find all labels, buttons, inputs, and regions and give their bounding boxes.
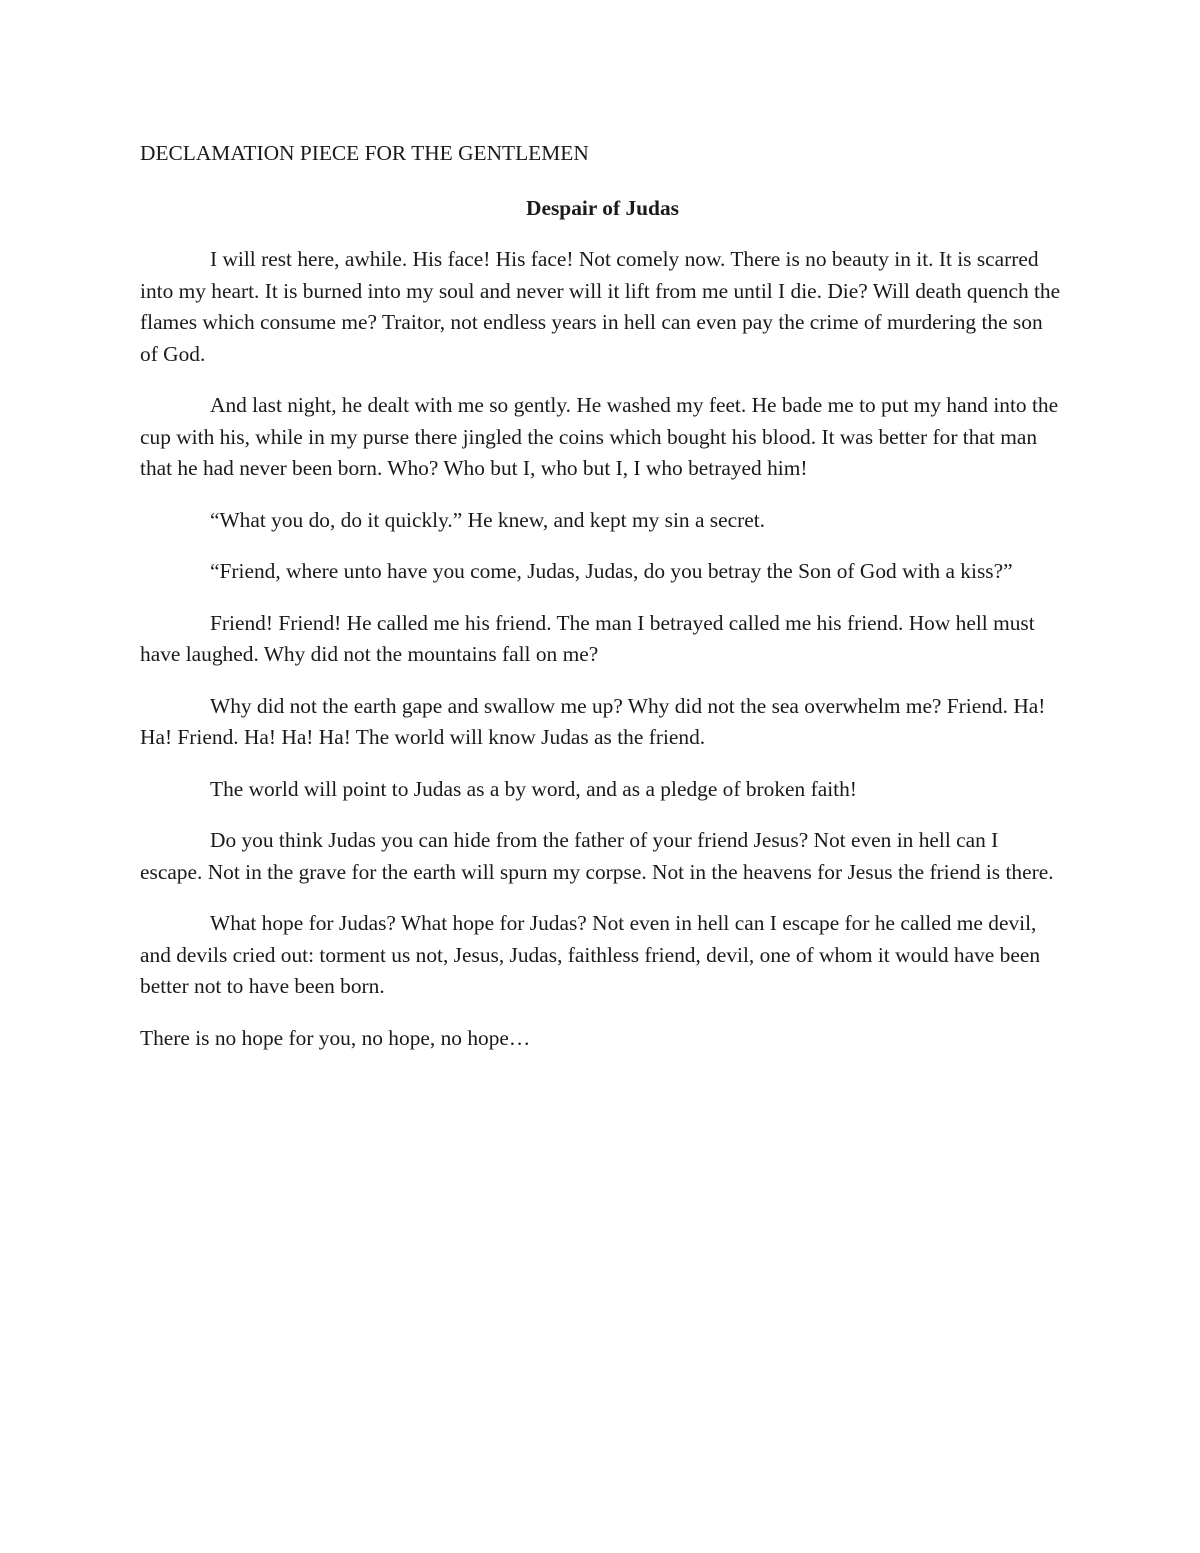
document-heading: DECLAMATION PIECE FOR THE GENTLEMEN (140, 141, 589, 165)
paragraph: What hope for Judas? What hope for Judas? Not even in hell can I escape for he called me devil, and devils cried out: torment us not, Jesus, Judas, faithless friend, devil, one of whom it would have been better not to have been born. (140, 911, 1041, 998)
paragraph: Why did not the earth gape and swallow me up? Why did not the sea overwhelm me? Friend. Ha! Ha! Friend. Ha! Ha! Ha! The world will know Judas as the friend. (140, 693, 1046, 749)
document-title: Despair of Judas (526, 195, 679, 220)
paragraph: I will rest here, awhile. His face! His face! Not comely now. There is no beauty in it. It is scarred into my heart. It is burned into my soul and never will it lift from me until I die. Die? Will death quench the flames which consume me? Traitor, not endless years in hell can even pay the crime of murdering the son of God. (140, 247, 1061, 366)
paragraph: Do you think Judas you can hide from the father of your friend Jesus? Not even in hell can I escape. Not in the grave for the earth will spurn my corpse. Not in the heavens for Jesus the friend is there. (140, 828, 1054, 884)
paragraph: “What you do, do it quickly.” He knew, and kept my sin a secret. (210, 507, 766, 532)
paragraph: Friend! Friend! He called me his friend. The man I betrayed called me his friend. How hell must have laughed. Why did not the mountains fall on me? (140, 610, 1035, 666)
paragraph: And last night, he dealt with me so gently. He washed my feet. He bade me to put my hand into the cup with his, while in my purse there jingled the coins which bought his blood. It was better for that man that he had never been born. Who? Who but I, who but I, I who betrayed him! (140, 393, 1059, 480)
paragraph: The world will point to Judas as a by word, and as a pledge of broken faith! (210, 776, 857, 801)
document-page (140, 138, 1065, 1054)
closing-line: There is no hope for you, no hope, no hope… (140, 1025, 531, 1050)
paragraph: “Friend, where unto have you come, Judas, Judas, do you betray the Son of God with a kiss?” (210, 559, 1013, 583)
